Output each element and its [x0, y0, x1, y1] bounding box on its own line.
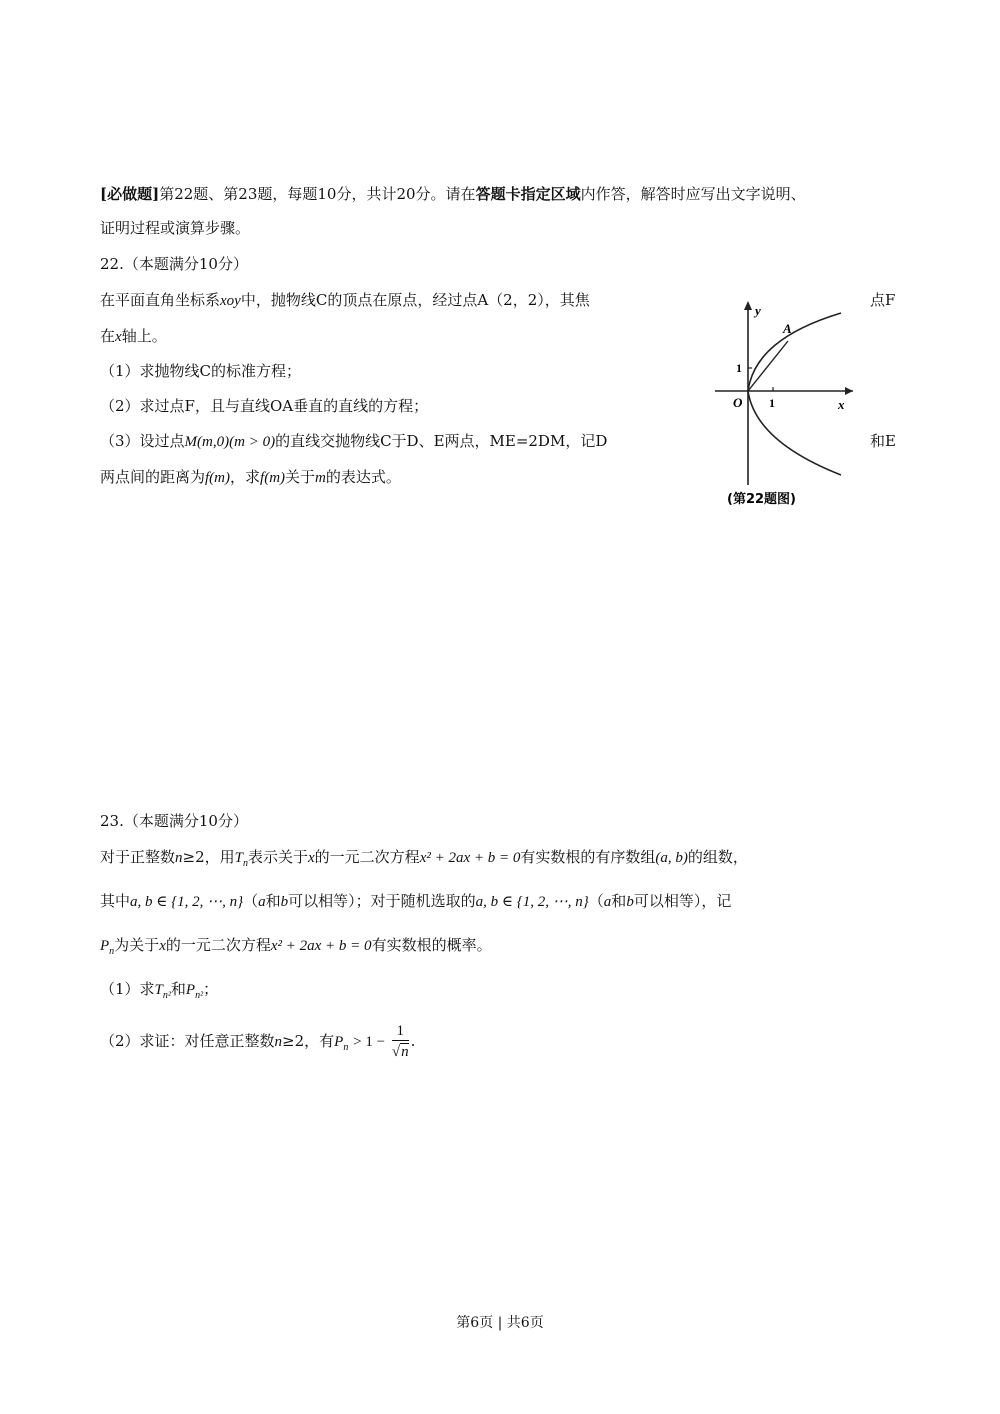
figure-caption: (第22题图)	[727, 492, 796, 507]
q22-part-3-end: 和E	[870, 432, 896, 450]
q22-part-1: （1）求抛物线C的标准方程；	[100, 362, 302, 380]
answer-area-bold: 答题卡指定区域	[475, 185, 581, 203]
quadratic-equation: x² + 2ax + b = 0	[419, 850, 521, 866]
fraction-one-over-sqrt-n: $\frac{1}{√n}$	[391, 1023, 409, 1060]
intro-line-2: 证明过程或演算步骤。	[100, 219, 251, 237]
x-tick-label: 1	[769, 396, 775, 410]
q22-line-4: 两点间的距离为f(m)，求f(m)关于m的表达式。	[100, 468, 401, 486]
point-m-math: M(m,0)(m > 0)	[184, 434, 276, 450]
point-a-label: A	[783, 321, 792, 336]
page-footer: 第6页 | 共6页	[456, 1315, 544, 1331]
q22-part-3: （3）设过点M(m,0)(m > 0)的直线交抛物线C于D、E两点，ME=2DM，记D	[100, 432, 608, 450]
q22-part-2: （2）求过点F，且与直线OA垂直的直线的方程；	[100, 397, 429, 415]
y-axis-arrow	[744, 301, 752, 310]
parabola-figure	[705, 295, 860, 515]
intro-line-1: [必做题]第22题、第23题，每题10分，共计20分。请在答题卡指定区域内作答，解答时应写出文字说明、	[100, 185, 806, 203]
y-tick-label: 1	[736, 361, 742, 375]
x-axis-arrow	[845, 387, 853, 395]
parabola-upper-branch	[748, 313, 841, 391]
x-axis-label: x	[838, 397, 845, 412]
q23-line-1: 对于正整数n≥2，用$T_n$表示关于x的一元二次方程x² + 2ax + b = 0有实数根的有序数组(a, b)的组数，	[100, 848, 748, 869]
y-axis-label: y	[755, 303, 761, 318]
q23-part-2: （2）求证：对任意正整数n≥2，有$P_n > 1$ − $\frac{1}{√n}$ .	[100, 1023, 416, 1060]
q23-heading: 23.（本题满分10分）	[100, 812, 248, 830]
q23-part-1: （1）求$T_{n^2}$和$P_{n^2}$；	[100, 980, 219, 1001]
q22-line-2: 在x轴上。	[100, 327, 167, 345]
origin-label: O	[733, 395, 743, 410]
parabola-lower-branch	[748, 391, 841, 475]
required-tag: [必做题]	[100, 185, 160, 203]
q23-line-3: $P_n$为关于x的一元二次方程x² + 2ax + b = 0有实数根的概率。	[100, 936, 492, 957]
q22-line-1-end: 点F	[870, 291, 896, 309]
q22-heading: 22.（本题满分10分）	[100, 255, 248, 273]
segment-oa	[748, 341, 788, 391]
q23-line-2: 其中a, b ∈ {1, 2, ⋯, n}（a和b可以相等）；对于随机选取的a, b ∈ {1, 2, ⋯, n}（a和b可以相等），记	[100, 892, 732, 910]
q22-line-1: 在平面直角坐标系xoy中，抛物线C的顶点在原点，经过点A（2，2），其焦	[100, 291, 590, 309]
